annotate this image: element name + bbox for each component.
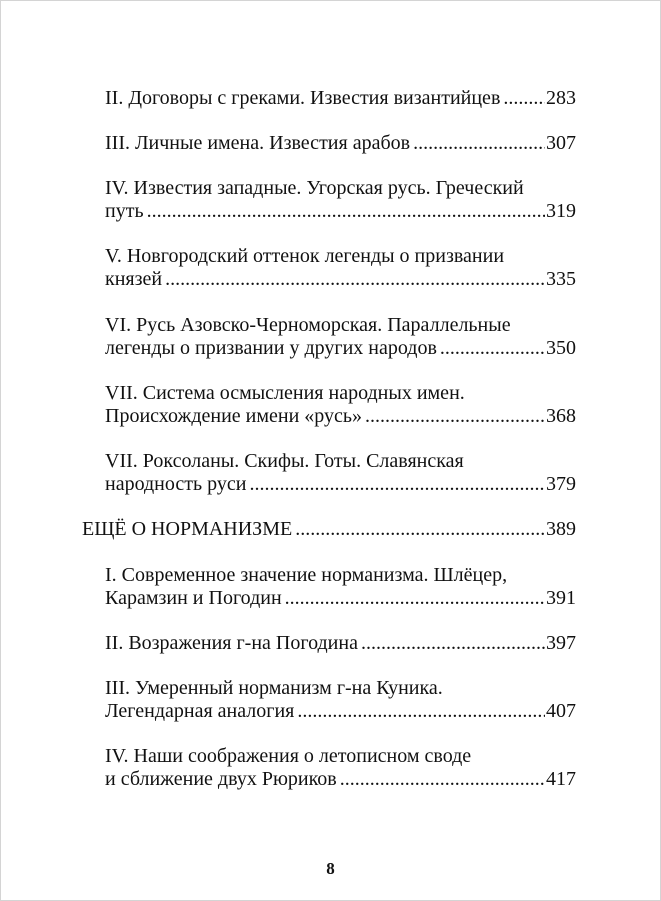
toc-entry-title-line-1: VII. Система осмысления народных имен. <box>105 382 465 404</box>
toc-entry <box>105 450 576 496</box>
toc-entry-title-line-1: III. Умеренный норманизм г-на Куника. <box>105 677 443 699</box>
toc-entry-title-line-2: народность руси <box>105 473 247 495</box>
toc-entry-line <box>105 132 576 155</box>
toc-entry-title-line-2: Легендарная аналогия <box>105 700 295 722</box>
toc-entry <box>105 564 576 610</box>
toc-section-title: ЕЩЁ О НОРМАНИЗМЕ <box>82 518 293 540</box>
toc-entry-line <box>105 632 576 655</box>
toc-entry <box>105 677 576 723</box>
toc-entry-page: 379 <box>546 473 576 495</box>
dot-leader <box>165 268 545 291</box>
toc-entry-title: III. Личные имена. Известия арабов <box>105 132 411 154</box>
dot-leader <box>249 473 545 496</box>
toc-entry-line <box>105 200 576 223</box>
toc-section-entry <box>82 518 576 541</box>
toc-entry <box>105 132 576 155</box>
toc-entry-title: II. Возражения г-на Погодина <box>105 632 358 654</box>
toc-entry <box>105 745 576 791</box>
toc-entry-title-line-2: Карамзин и Погодин <box>105 587 282 609</box>
toc-entry-line <box>82 518 576 541</box>
dot-leader <box>365 405 545 428</box>
toc-entry-title-line-2: Происхождение имени «русь» <box>105 405 363 427</box>
toc-entry <box>105 382 576 428</box>
dot-leader <box>285 587 545 610</box>
dot-leader <box>295 518 545 541</box>
table-of-contents <box>1 1 660 900</box>
dot-leader <box>147 200 545 223</box>
toc-entry-line <box>105 87 576 110</box>
toc-entry-line <box>105 405 576 428</box>
toc-entry-page: 350 <box>546 337 576 359</box>
toc-entry-line <box>105 337 576 360</box>
toc-entry-page: 407 <box>546 700 576 722</box>
toc-entry-line <box>105 700 576 723</box>
toc-entry <box>105 87 576 110</box>
toc-entry-line <box>105 268 576 291</box>
toc-entry-title-line-1: VII. Роксоланы. Скифы. Готы. Славянская <box>105 450 464 472</box>
dot-leader <box>413 132 545 155</box>
toc-entry <box>105 314 576 360</box>
dot-leader <box>297 700 545 723</box>
toc-entry-page: 417 <box>546 768 576 790</box>
toc-entry-line <box>105 473 576 496</box>
toc-entry-line <box>105 587 576 610</box>
toc-entry-page: 307 <box>546 132 576 154</box>
toc-entry <box>105 245 576 291</box>
toc-entry-title-line-2: легенды о призвании у других народов <box>105 337 437 359</box>
toc-entry-title: II. Договоры с греками. Известия византийцев <box>105 87 501 109</box>
toc-entry-title-line-2: и сближение двух Рюриков <box>105 768 337 790</box>
toc-entry <box>105 177 576 223</box>
toc-entry-title-line-2: путь <box>105 200 144 222</box>
toc-entry-title-line-1: VI. Русь Азовско-Черноморская. Параллельные <box>105 314 511 336</box>
page-number: 8 <box>326 859 335 878</box>
toc-entry-title-line-1: IV. Наши соображения о летописном своде <box>105 745 472 767</box>
dot-leader <box>361 632 545 655</box>
toc-entry-line <box>105 768 576 791</box>
toc-entry-page: 391 <box>546 587 576 609</box>
toc-entry-page: 283 <box>546 87 576 109</box>
toc-entry-title-line-1: I. Современное значение норманизма. Шлёцер, <box>105 564 508 586</box>
toc-entry-page: 319 <box>546 200 576 222</box>
toc-entry-page: 335 <box>546 268 576 290</box>
toc-entry-title-line-2: князей <box>105 268 163 290</box>
toc-entry-title-line-1: V. Новгородский оттенок легенды о призвании <box>105 245 505 267</box>
dot-leader <box>440 337 545 360</box>
dot-leader <box>503 87 545 110</box>
toc-entry-page: 397 <box>546 632 576 654</box>
toc-entry <box>105 632 576 655</box>
dot-leader <box>340 768 545 791</box>
toc-entry-page: 368 <box>546 405 576 427</box>
toc-entry-title-line-1: IV. Известия западные. Угорская русь. Греческий <box>105 177 524 199</box>
toc-entry-page: 389 <box>546 518 576 540</box>
